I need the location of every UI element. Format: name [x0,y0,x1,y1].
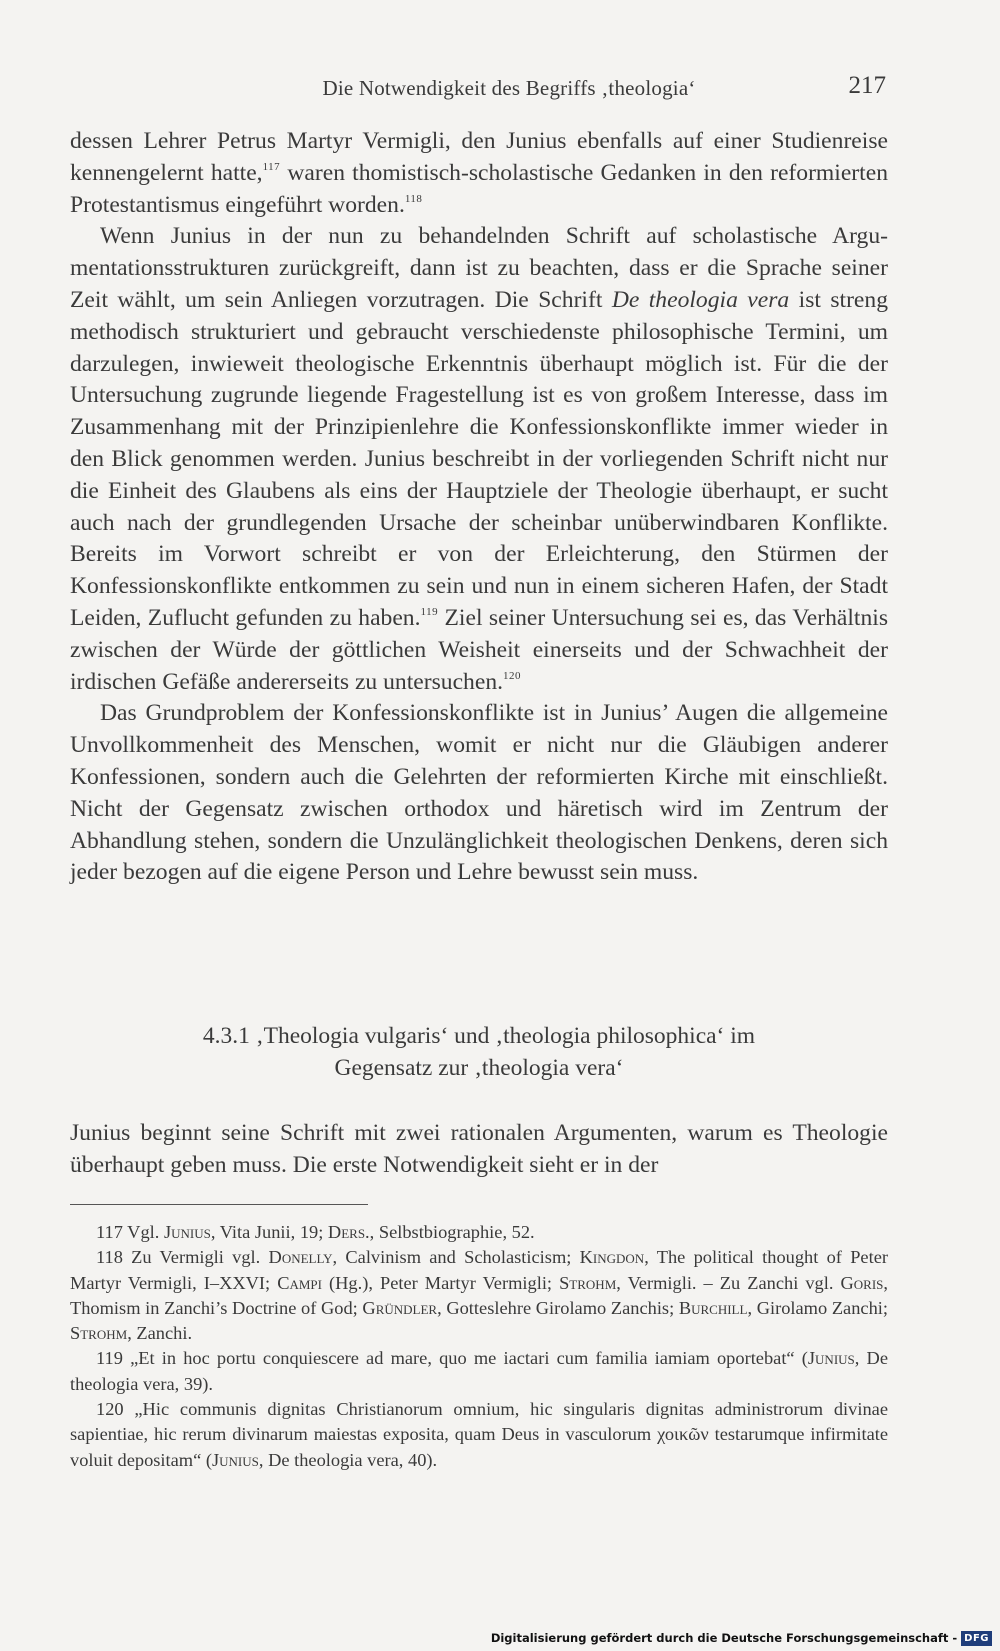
paragraph-2-text-b: ist streng methodisch strukturiert und gebraucht verschiedenste philosophische Termini, um darzulegen, inwieweit theologische Erkenntnis überhaupt möglich ist. Für die der Untersuchung zugrunde liegende Fragestellung ist es von großem Interesse, dass im Zusammenhang mit der Prinzipienlehre die Konfessionskonflikte immer wieder in den Blick genommen werden. Junius beschreibt in der vorliegenden Schrift nicht nur die Einheit des Glaubens als eins der Hauptziele der Theologie überhaupt, er sucht auch nach der grundlegenden Ursache der scheinbar unüberwindbaren Konflikte. Bereits im Vorwort schreibt er von der Erleichterung, den Stürmen der Konfessionskonflikte entkommen zu sein und nun in einem sicheren Hafen, der Stadt Leiden, Zuflucht gefunden zu haben. [70,286,889,631]
author-name: Donelly [268,1247,333,1268]
running-title: Die Notwendigkeit des Begriffs ‚theologia‘ [322,76,696,100]
footnote-119-text: 119 „Et in hoc portu conquiescere ad mare, quo me iactari cum familia iamiam oportebat“ ( [96,1348,808,1369]
footnote-118-text: , Calvinism and Scholasticism; [332,1247,580,1268]
author-name: Gründler [362,1297,438,1318]
footnote-118-text: , Girolamo Zanchi; [747,1297,888,1318]
footnote-120-text: 120 „Hic communis dignitas Christianorum omnium, hic singularis dignitas administrorum divinae sapientiae, hic rerum divinarum maiestas exposita, quam Deus in vasculorum χοικῶν testarumque infirmitate voluit depositam“ ( [70,1399,888,1470]
author-name: Burchill [678,1297,748,1318]
footnote-119 [70,1346,888,1397]
paragraph-3: Das Grundproblem der Konfessionskonflikte ist in Junius’ Augen die allgemeine Unvollkommenheit des Menschen, womit er nicht nur die Gläubigen anderer Konfessionen, sondern auch die Gelehrten der reformierten Kirche mit einschließt. Nicht der Gegensatz zwischen orthodox und häretisch wird im Zentrum der Abhandlung stehen, sondern die Unzulänglichkeit theologischen Denkens, deren sich jeder bezogen auf die eigene Person und Lehre bewusst sein muss. [70,700,888,886]
section-heading-line-1: 4.3.1 ‚Theologia vulgaris‘ und ‚theologia philosophica‘ im [202,1023,756,1049]
author-name: Strohm [70,1323,128,1344]
body-text [70,126,888,889]
footnote-117-text: ., Selbstbiographie, 52. [365,1222,535,1242]
footnote-ref-119: 119 [420,605,439,618]
footnote-120 [70,1397,888,1473]
footnote-ref-120: 120 [503,669,522,682]
footnote-118 [70,1245,888,1346]
footnote-118-text: , Vermigli. – Zu Zanchi vgl. [616,1272,841,1293]
footnote-divider [70,1204,368,1205]
section-heading [70,1020,888,1084]
section-heading-line-2: Gegensatz zur ‚theologia vera‘ [334,1055,624,1081]
footnotes [70,1220,888,1473]
footnote-120-text: , De theologia vera, 40). [258,1449,438,1470]
running-head [70,72,888,112]
author-name: Goris [840,1272,884,1293]
author-name: Junius [212,1449,259,1470]
footnote-ref-118: 118 [404,192,423,205]
footnote-118-text: , Zanchi. [127,1323,193,1344]
work-title: De theologia vera [611,286,790,313]
paragraph-1 [70,126,888,221]
author-name: Junius [163,1222,211,1242]
footnote-ref-117: 117 [262,160,281,173]
dfg-logo: DFG [961,1631,992,1646]
footnote-119-text: , De theologia vera, 39). [70,1348,888,1394]
paragraph-2-text-a: Wenn Junius in der nun zu behandelnden Schrift auf scholastische Argumentationsstrukturen zurückgreift, dann ist zu beachten, dass er die Sprache seiner Zeit wählt, um sein Anliegen vorzutragen. Die Schrift [70,223,888,313]
footnote-117-text: , Vita Junii, 19; [210,1222,328,1242]
author-name: Kingdon [579,1247,645,1268]
digitization-credit-text: Digitalisierung gefördert durch die Deutsche Forschungsgemeinschaft - [490,1631,958,1645]
page-number: 217 [848,72,886,99]
footnote-118-text: , Gotteslehre Girolamo Zanchis; [437,1297,679,1318]
paragraph-1-text-b: waren thomistisch-scholastische Gedanken in den reformierten Protestantismus eingeführt worden. [70,159,888,218]
footnote-118-text: , The political thought of Peter Martyr Vermigli, I–XXVI; [70,1247,888,1293]
section-lead-text [70,1118,888,1182]
paragraph-1-text-a: dessen Lehrer Petrus Martyr Vermigli, den Junius ebenfalls auf einer Studienreise kennengelernt hatte, [70,128,888,186]
footnote-117-text: 117 Vgl. [96,1222,164,1242]
author-name: Campi [277,1272,322,1293]
footnote-118-text: 118 Zu Vermigli vgl. [96,1247,269,1268]
author-name: Strohm [559,1272,617,1293]
author-name: Ders [327,1222,366,1242]
author-name: Junius [807,1348,855,1369]
footnote-118-text: , Thomism in Zanchi’s Doctrine of God; [70,1272,888,1318]
section-lead-paragraph: Junius beginnt seine Schrift mit zwei rationalen Argumenten, warum es Theologie überhaupt geben muss. Die erste Notwendigkeit sieht er in der [70,1120,888,1178]
paragraph-2-text-c: Ziel seiner Untersuchung sei es, das Verhältnis zwischen der Würde der göttlichen Weisheit einerseits und der Schwachheit der irdischen Gefäße andererseits zu untersuchen. [70,604,888,695]
paragraph-2 [70,221,888,698]
digitization-credit [491,1627,992,1649]
footnote-117 [70,1220,888,1245]
footnote-118-text: (Hg.), Peter Martyr Vermigli; [321,1272,560,1293]
